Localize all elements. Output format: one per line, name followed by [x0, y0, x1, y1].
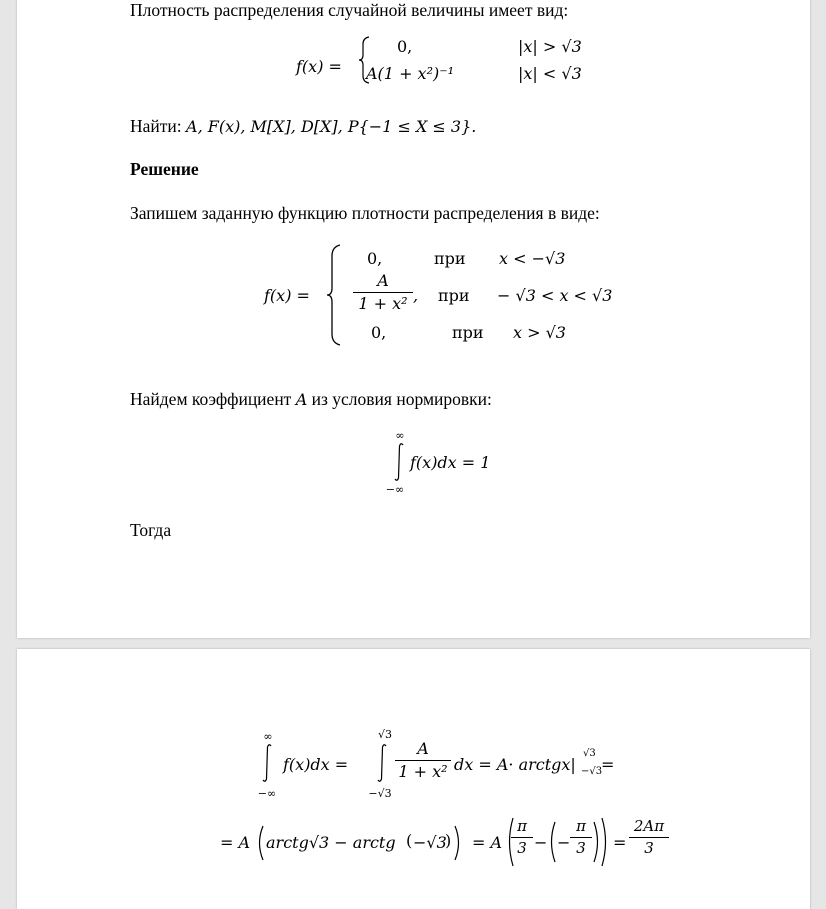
pi-numerator: π: [576, 817, 586, 835]
fraction-bar: [629, 837, 669, 838]
case1-value: 0,: [397, 37, 413, 56]
calc2-inner-paren: −√3: [413, 833, 447, 852]
paren-left-icon: [547, 821, 557, 863]
result-numerator: 2Aπ: [633, 817, 665, 835]
fraction-bar: [353, 292, 413, 293]
calc1-tail: dx = A· arctgx|: [454, 755, 576, 774]
paren-close: ): [445, 831, 452, 850]
row1-value: 0,: [367, 249, 383, 268]
int2-lower-limit: −√3: [368, 787, 392, 800]
then-text: Тогда: [130, 520, 172, 540]
row3-value: 0,: [371, 323, 387, 342]
calc1-numerator: A: [417, 739, 429, 758]
int1-body: f(x)dx =: [283, 755, 349, 774]
density2-lhs: f(x) =: [264, 286, 310, 305]
row3-word: при: [452, 323, 484, 342]
row2-condition: − √3 < x < √3: [497, 286, 613, 305]
row2-fraction: [353, 273, 413, 312]
substitution-lower: −√3: [581, 766, 603, 777]
case1-condition: |x| > √3: [518, 37, 582, 56]
document-page-2: [17, 649, 810, 909]
problem-statement: Плотность распределения случайной величины имеет вид:: [130, 0, 569, 20]
row1-condition: x < −√3: [499, 249, 566, 268]
row2-numerator: A: [377, 271, 389, 290]
int1-lower-limit: −∞: [257, 787, 277, 800]
row2-denominator: 1 + x²: [358, 294, 408, 313]
integral-sign-icon: [260, 743, 274, 783]
norm-text-var: A: [295, 390, 308, 409]
int2-upper-limit: √3: [377, 728, 392, 741]
row2-comma: ,: [413, 286, 419, 305]
find-items: A, F(x), M[X], D[X], P{−1 ≤ X ≤ 3}.: [186, 117, 477, 136]
normalization-text: [130, 389, 492, 410]
row2-word: при: [438, 286, 470, 305]
calc2-inner: arctg√3 − arctg: [266, 833, 396, 852]
pi-over-3-b: [570, 819, 592, 856]
integral-upper-limit: ∞: [395, 429, 405, 442]
norm-text-end: из условия нормировки:: [307, 389, 492, 409]
solution-heading: Решение: [130, 159, 199, 179]
calc1-fraction: [395, 741, 451, 780]
row1-word: при: [434, 249, 466, 268]
calc1-end: =: [601, 755, 615, 774]
substitution-upper: √3: [583, 748, 596, 759]
integral-sign-icon: [375, 743, 389, 783]
fraction-bar: [511, 837, 533, 838]
paren-open: (: [406, 831, 413, 850]
case2-value: A(1 + x²)⁻¹: [366, 64, 455, 83]
find-label: Найти:: [130, 116, 187, 136]
paren-right-large-icon: [600, 817, 610, 867]
integral-sign-icon: [392, 442, 406, 482]
density-lhs: f(x) =: [296, 57, 342, 76]
result-denominator: 3: [644, 839, 654, 857]
calc2-start: = A: [220, 833, 251, 852]
integral-lower-limit: −∞: [385, 483, 405, 496]
row3-condition: x > √3: [513, 323, 566, 342]
fraction-bar: [570, 837, 592, 838]
calc2-negative: −: [557, 833, 571, 852]
find-line: [130, 116, 476, 137]
calc1-denominator: 1 + x²: [398, 762, 448, 781]
normalization-equation: f(x)dx = 1: [410, 453, 491, 472]
pi-numerator: π: [517, 817, 527, 835]
case2-condition: |x| < √3: [518, 64, 582, 83]
result-fraction: [629, 819, 669, 856]
pi-denominator: 3: [576, 839, 586, 857]
rewrite-text: Запишем заданную функцию плотности распределения в виде:: [130, 203, 600, 223]
pi-over-3-a: [511, 819, 533, 856]
paren-right-icon: [453, 825, 463, 861]
fraction-bar: [395, 760, 451, 761]
calc2-equals: =: [613, 833, 627, 852]
int1-upper-limit: ∞: [263, 730, 273, 743]
pi-denominator: 3: [517, 839, 527, 857]
calc2-mid: = A: [472, 833, 503, 852]
left-brace-large-icon: [325, 244, 343, 346]
calc2-minus: −: [534, 833, 548, 852]
document-page-1: [17, 0, 810, 638]
norm-text-start: Найдем коэффициент: [130, 389, 296, 409]
paren-left-icon: [255, 825, 265, 861]
